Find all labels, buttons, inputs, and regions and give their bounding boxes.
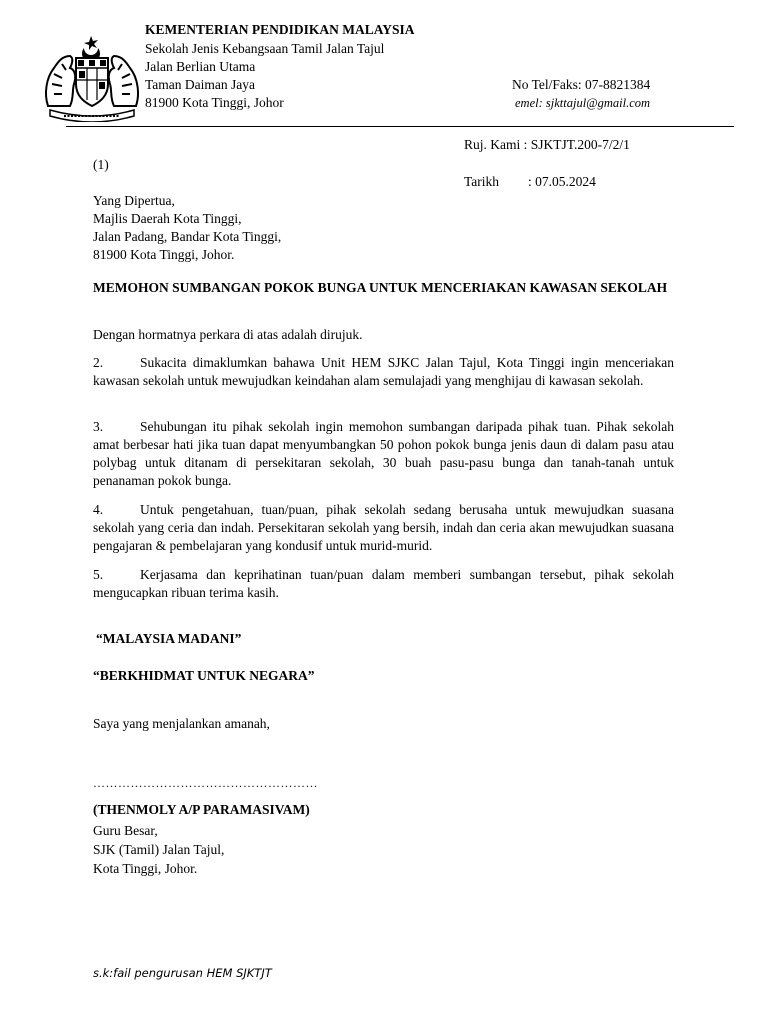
ministry-name: KEMENTERIAN PENDIDIKAN MALAYSIA <box>145 22 415 37</box>
closing-line: Saya yang menjalankan amanah, <box>93 716 270 731</box>
phone-fax: No Tel/Faks: 07-8821384 <box>512 77 651 92</box>
recipient-line-3: Jalan Padang, Bandar Kota Tinggi, <box>93 229 282 244</box>
school-address-line-2: Taman Daiman Jaya <box>145 77 256 92</box>
paragraph-number: 2. <box>93 355 104 370</box>
copy-footnote: s.k:fail pengurusan HEM SJKTJT <box>93 966 272 980</box>
school-email[interactable]: emel: sjkttajul@gmail.com <box>515 96 651 110</box>
opening-line: Dengan hormatnya perkara di atas adalah dirujuk. <box>93 327 363 342</box>
paragraph-number: 5. <box>93 567 104 582</box>
school-address-line-1: Jalan Berlian Utama <box>145 59 256 74</box>
school-name: Sekolah Jenis Kebangsaan Tamil Jalan Tajul <box>145 41 385 56</box>
recipient-line-1: Yang Dipertua, <box>93 193 175 208</box>
paragraph-2 <box>93 354 674 390</box>
school-address-line-3: 81900 Kota Tinggi, Johor <box>145 95 284 110</box>
slogan-malaysia-madani: “MALAYSIA MADANI” <box>96 631 242 646</box>
paragraph-text: Sukacita dimaklumkan bahawa Unit HEM SJKC Jalan Tajul, Kota Tinggi ingin menceriakan kawasan sekolah untuk mewujudkan keindahan alam semulajadi yang menghijau di kawasan sekolah. <box>93 355 674 388</box>
paragraph-text: Kerjasama dan keprihatinan tuan/puan dalam memberi sumbangan tersebut, pihak sekolah mengucapkan ribuan terima kasih. <box>93 567 674 600</box>
recipient-line-2: Majlis Daerah Kota Tinggi, <box>93 211 242 226</box>
signatory-name: (THENMOLY A/P PARAMASIVAM) <box>93 802 310 817</box>
slogan-berkhidmat: “BERKHIDMAT UNTUK NEGARA” <box>93 668 315 683</box>
paragraph-number: 3. <box>93 419 104 434</box>
reference-number: Ruj. Kami : SJKTJT.200-7/2/1 <box>464 137 630 152</box>
paragraph-4 <box>93 501 674 555</box>
paragraph-5 <box>93 566 674 602</box>
signatory-title-1: Guru Besar, <box>93 823 158 838</box>
paragraph-3 <box>93 418 674 490</box>
paragraph-text: Sehubungan itu pihak sekolah ingin memohon sumbangan daripada pihak tuan. Pihak sekolah amat berbesar hati jika tuan dapat menyumbangkan 50 pohon pokok bunga jenis daun di dalam pasu atau polybag untuk ditanam di persekitaran sekolah, 30 buah pasu-pasu bunga dan tanah-tanah untuk penanaman pokok bunga. <box>93 419 674 488</box>
signatory-title-2: SJK (Tamil) Jalan Tajul, <box>93 842 225 857</box>
date-value: : 07.05.2024 <box>528 174 596 189</box>
paragraph-text: Untuk pengetahuan, tuan/puan, pihak sekolah sedang berusaha untuk mewujudkan suasana sekolah yang ceria dan indah. Persekitaran sekolah yang bersih, indah dan ceria akan mewujudkan suasana pengajaran & pembelajaran yang kondusif untuk murid-murid. <box>93 502 674 553</box>
date-label: Tarikh <box>464 174 500 189</box>
header-divider <box>66 126 734 127</box>
signature-line: ……………………………………………… <box>93 776 318 790</box>
copy-number: (1) <box>93 157 109 172</box>
letter-subject: MEMOHON SUMBANGAN POKOK BUNGA UNTUK MENCERIAKAN KAWASAN SEKOLAH <box>93 280 668 295</box>
coat-of-arms-icon <box>40 34 144 122</box>
recipient-line-4: 81900 Kota Tinggi, Johor. <box>93 247 235 262</box>
signatory-title-3: Kota Tinggi, Johor. <box>93 861 198 876</box>
paragraph-number: 4. <box>93 502 104 517</box>
